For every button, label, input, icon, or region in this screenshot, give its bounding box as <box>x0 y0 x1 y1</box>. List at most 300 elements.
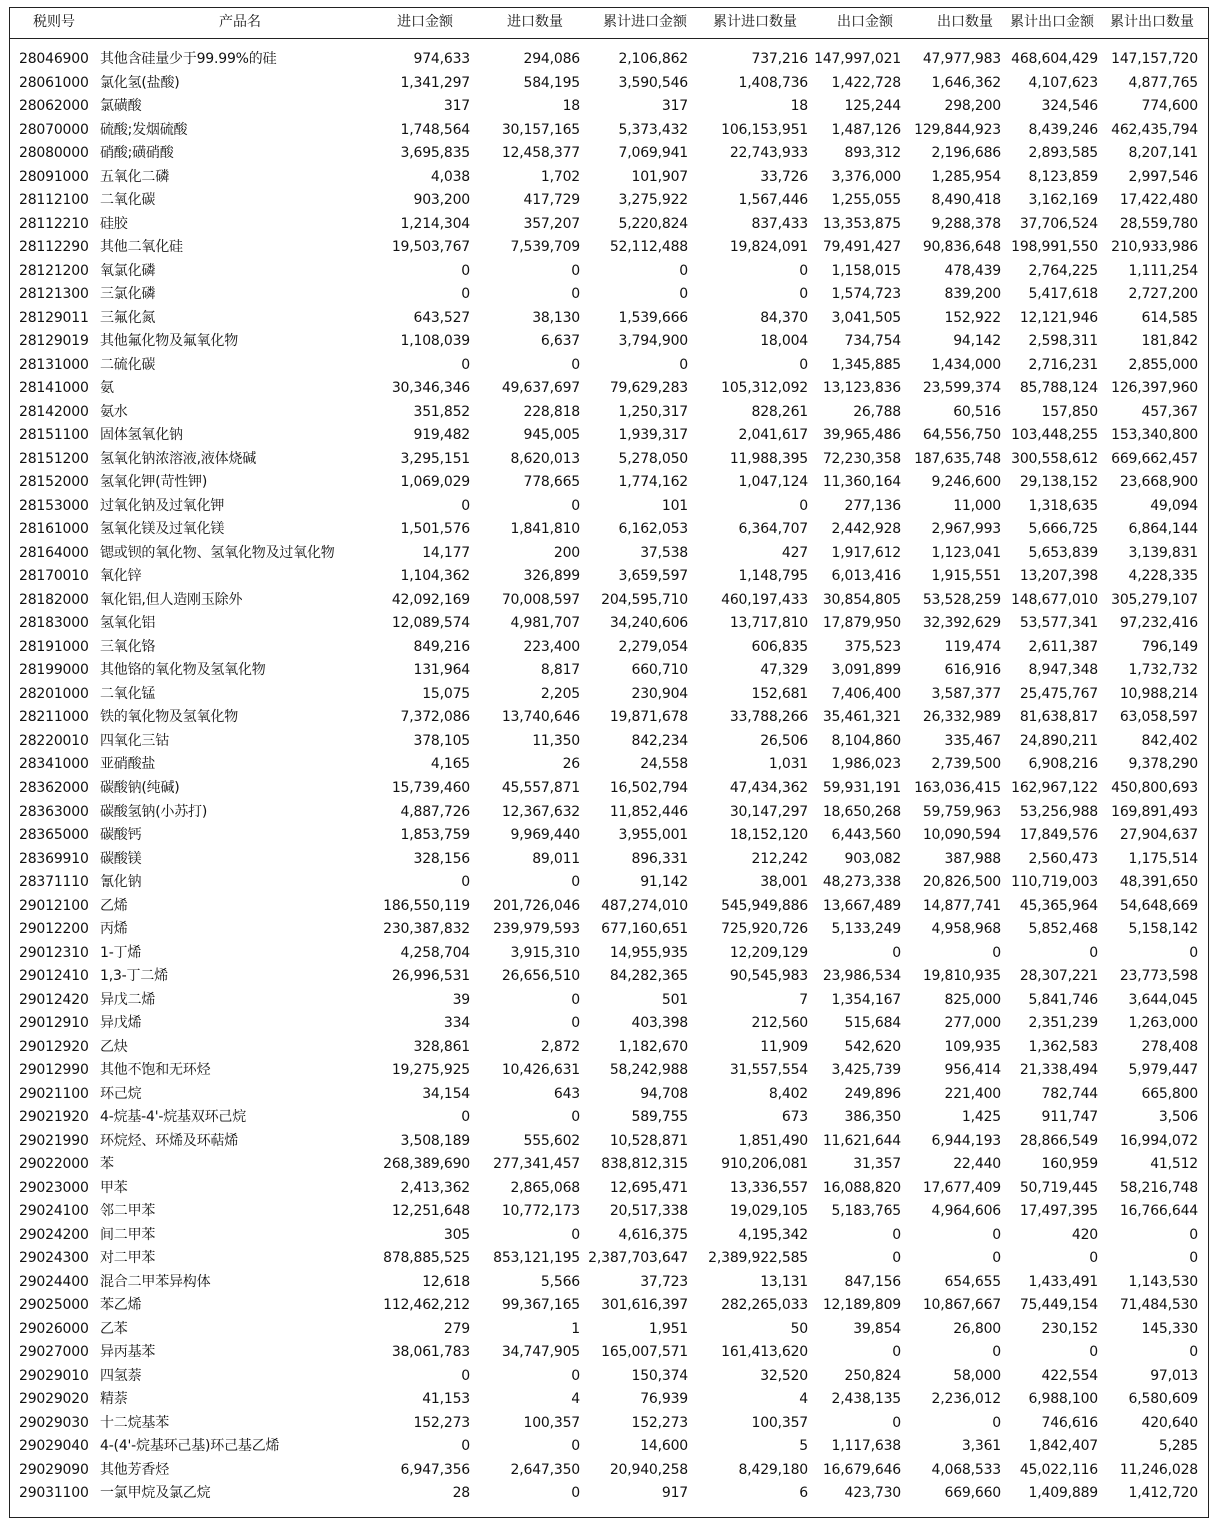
export-value-cell: 11,360,164 <box>822 474 901 491</box>
cum-import-value-cell: 6,162,053 <box>618 521 688 538</box>
tariff-code-cell: 29029010 <box>19 1367 89 1384</box>
product-name-cell: 乙烯 <box>100 897 128 914</box>
export-value-cell: 3,041,505 <box>831 309 901 326</box>
product-name-cell: 乙炔 <box>100 1038 128 1055</box>
cum-export-value-cell: 29,138,152 <box>1019 474 1098 491</box>
import-value-cell: 279 <box>443 1320 470 1337</box>
cum-import-qty-cell: 13,131 <box>760 1273 808 1290</box>
import-value-cell: 0 <box>461 1438 470 1455</box>
import-value-cell: 0 <box>461 356 470 373</box>
export-value-cell: 423,730 <box>844 1485 901 1502</box>
export-value-cell: 0 <box>892 1344 901 1361</box>
import-qty-cell: 778,665 <box>523 474 580 491</box>
export-qty-cell: 1,915,551 <box>931 568 1001 585</box>
cum-import-value-cell: 2,387,703,647 <box>588 1250 688 1267</box>
product-name-cell: 三氟化氮 <box>100 309 156 326</box>
cum-import-qty-cell: 212,560 <box>751 1015 808 1032</box>
cum-export-qty-cell: 1,111,254 <box>1128 262 1198 279</box>
cum-import-qty-cell: 460,197,433 <box>721 591 808 608</box>
cum-export-value-cell: 81,638,817 <box>1019 709 1098 726</box>
product-name-cell: 苯 <box>100 1156 114 1173</box>
export-value-cell: 39,854 <box>853 1320 901 1337</box>
table-row <box>10 1482 1208 1506</box>
cum-export-value-cell: 45,365,964 <box>1019 897 1098 914</box>
cum-import-qty-cell: 0 <box>799 262 808 279</box>
cum-export-value-cell: 0 <box>1089 1250 1098 1267</box>
import-value-cell: 112,462,212 <box>383 1297 470 1314</box>
cum-export-qty-cell: 23,773,598 <box>1119 968 1198 985</box>
export-value-cell: 0 <box>892 1414 901 1431</box>
cum-import-value-cell: 14,600 <box>640 1438 688 1455</box>
cum-import-qty-cell: 19,824,091 <box>729 239 808 256</box>
product-name-cell: 其他铬的氧化物及氢氧化物 <box>100 662 266 679</box>
table-row <box>10 48 1208 72</box>
import-value-cell: 1,214,304 <box>400 215 470 232</box>
tariff-code-cell: 28170010 <box>19 568 89 585</box>
cum-import-value-cell: 14,955,935 <box>609 944 688 961</box>
import-qty-cell: 30,157,165 <box>501 121 580 138</box>
export-qty-cell: 53,528,259 <box>922 591 1001 608</box>
table-row <box>10 918 1208 942</box>
cum-import-qty-cell: 13,717,810 <box>729 615 808 632</box>
export-qty-cell: 669,660 <box>944 1485 1001 1502</box>
tariff-code-cell: 28201000 <box>19 685 89 702</box>
import-value-cell: 39 <box>452 991 470 1008</box>
product-name-cell: 四氢萘 <box>100 1367 142 1384</box>
export-value-cell: 30,854,805 <box>822 591 901 608</box>
cum-import-qty-cell: 33,788,266 <box>729 709 808 726</box>
table-row <box>10 471 1208 495</box>
cum-import-value-cell: 150,374 <box>631 1367 688 1384</box>
table-row <box>10 354 1208 378</box>
export-qty-cell: 616,916 <box>944 662 1001 679</box>
import-value-cell: 28 <box>452 1485 470 1502</box>
cum-import-value-cell: 5,278,050 <box>618 450 688 467</box>
table-row <box>10 72 1208 96</box>
tariff-code-cell: 28112100 <box>19 192 89 209</box>
cum-export-value-cell: 8,123,859 <box>1028 168 1098 185</box>
export-value-cell: 23,986,534 <box>822 968 901 985</box>
import-value-cell: 328,156 <box>413 850 470 867</box>
table-row <box>10 612 1208 636</box>
cum-export-qty-cell: 41,512 <box>1150 1156 1198 1173</box>
export-value-cell: 16,679,646 <box>822 1461 901 1478</box>
cum-import-qty-cell: 1,148,795 <box>738 568 808 585</box>
cum-import-qty-cell: 161,413,620 <box>721 1344 808 1361</box>
export-qty-cell: 32,392,629 <box>922 615 1001 632</box>
cum-import-value-cell: 589,755 <box>631 1109 688 1126</box>
export-value-cell: 0 <box>892 944 901 961</box>
table-row <box>10 119 1208 143</box>
tariff-code-cell: 29026000 <box>19 1320 89 1337</box>
import-qty-cell: 10,426,631 <box>501 1062 580 1079</box>
tariff-code-cell: 29029090 <box>19 1461 89 1478</box>
cum-import-qty-cell: 4,195,342 <box>738 1226 808 1243</box>
product-name-cell: 碳酸氢钠(小苏打) <box>100 803 208 820</box>
export-value-cell: 18,650,268 <box>822 803 901 820</box>
product-name-cell: 氨 <box>100 380 114 397</box>
cum-import-value-cell: 1,250,317 <box>618 403 688 420</box>
table-row <box>10 1012 1208 1036</box>
cum-import-value-cell: 2,279,054 <box>618 638 688 655</box>
export-qty-cell: 825,000 <box>944 991 1001 1008</box>
table-row <box>10 777 1208 801</box>
export-qty-cell: 90,836,648 <box>922 239 1001 256</box>
import-qty-cell: 7,539,709 <box>510 239 580 256</box>
export-qty-cell: 59,759,963 <box>922 803 1001 820</box>
import-qty-cell: 200 <box>553 544 580 561</box>
cum-import-value-cell: 1,539,666 <box>618 309 688 326</box>
tariff-code-cell: 28151100 <box>19 427 89 444</box>
cum-export-value-cell: 25,475,767 <box>1019 685 1098 702</box>
product-name-cell: 三氯化磷 <box>100 286 156 303</box>
tariff-code-cell: 28369910 <box>19 850 89 867</box>
cum-import-value-cell: 1,939,317 <box>618 427 688 444</box>
import-qty-cell: 2,647,350 <box>510 1461 580 1478</box>
cum-export-qty-cell: 147,157,720 <box>1111 51 1198 67</box>
export-value-cell: 147,997,021 <box>814 51 901 67</box>
cum-import-value-cell: 204,595,710 <box>601 591 688 608</box>
import-qty-cell: 4,981,707 <box>510 615 580 632</box>
export-qty-cell: 1,285,954 <box>931 168 1001 185</box>
cum-import-value-cell: 487,274,010 <box>601 897 688 914</box>
tariff-code-cell: 28046900 <box>19 51 89 67</box>
export-qty-cell: 129,844,923 <box>914 121 1001 138</box>
export-qty-cell: 221,400 <box>944 1085 1001 1102</box>
cum-export-value-cell: 420 <box>1071 1226 1098 1243</box>
cum-import-value-cell: 0 <box>679 262 688 279</box>
cum-export-qty-cell: 665,800 <box>1141 1085 1198 1102</box>
export-value-cell: 1,487,126 <box>831 121 901 138</box>
cum-export-value-cell: 17,497,395 <box>1019 1203 1098 1220</box>
cum-import-qty-cell: 4 <box>799 1391 808 1408</box>
import-value-cell: 1,104,362 <box>400 568 470 585</box>
cum-export-qty-cell: 181,842 <box>1141 333 1198 350</box>
export-qty-cell: 1,425 <box>961 1109 1001 1126</box>
export-value-cell: 0 <box>892 1250 901 1267</box>
product-name-cell: 其他氟化物及氟氧化物 <box>100 333 238 350</box>
cum-export-qty-cell: 3,644,045 <box>1128 991 1198 1008</box>
import-qty-cell: 26 <box>562 756 580 773</box>
product-name-cell: 氢氧化钾(苛性钾) <box>100 474 208 491</box>
cum-import-qty-cell: 31,557,554 <box>729 1062 808 1079</box>
export-value-cell: 1,158,015 <box>831 262 901 279</box>
export-qty-cell: 109,935 <box>944 1038 1001 1055</box>
product-name-cell: 1,3-丁二烯 <box>100 968 168 985</box>
product-name-cell: 碳酸钠(纯碱) <box>100 779 180 796</box>
cum-import-value-cell: 842,234 <box>631 732 688 749</box>
export-value-cell: 5,183,765 <box>831 1203 901 1220</box>
export-value-cell: 249,896 <box>844 1085 901 1102</box>
tariff-code-cell: 29021990 <box>19 1132 89 1149</box>
export-value-cell: 72,230,358 <box>822 450 901 467</box>
table-row <box>10 683 1208 707</box>
export-qty-cell: 2,967,993 <box>931 521 1001 538</box>
export-value-cell: 12,189,809 <box>822 1297 901 1314</box>
product-name-cell: 其他二氧化硅 <box>100 239 183 256</box>
export-qty-cell: 17,677,409 <box>922 1179 1001 1196</box>
tariff-code-cell: 29025000 <box>19 1297 89 1314</box>
table-row <box>10 589 1208 613</box>
table-row <box>10 1083 1208 1107</box>
cum-import-value-cell: 2,106,862 <box>618 51 688 67</box>
tariff-code-cell: 28182000 <box>19 591 89 608</box>
product-name-cell: 氢氧化钠浓溶液,液体烧碱 <box>100 450 257 467</box>
product-name-cell: 氯磺酸 <box>100 98 142 115</box>
import-qty-cell: 0 <box>571 262 580 279</box>
cum-import-qty-cell: 8,429,180 <box>738 1461 808 1478</box>
import-value-cell: 38,061,783 <box>391 1344 470 1361</box>
tariff-code-cell: 29012200 <box>19 921 89 938</box>
product-name-cell: 精萘 <box>100 1391 128 1408</box>
tariff-code-cell: 28062000 <box>19 98 89 115</box>
tariff-code-cell: 28341000 <box>19 756 89 773</box>
cum-import-qty-cell: 837,433 <box>751 215 808 232</box>
tariff-code-cell: 29021920 <box>19 1109 89 1126</box>
export-value-cell: 903,082 <box>844 850 901 867</box>
import-qty-cell: 99,367,165 <box>501 1297 580 1314</box>
cum-import-value-cell: 317 <box>661 98 688 115</box>
product-name-cell: 氢氧化镁及过氧化镁 <box>100 521 225 538</box>
import-value-cell: 317 <box>443 98 470 115</box>
cum-export-qty-cell: 1,263,000 <box>1128 1015 1198 1032</box>
product-name-cell: 氰化钠 <box>100 874 142 891</box>
cum-export-qty-cell: 420,640 <box>1141 1414 1198 1431</box>
cum-import-value-cell: 101 <box>661 497 688 514</box>
export-value-cell: 1,345,885 <box>831 356 901 373</box>
export-value-cell: 79,491,427 <box>822 239 901 256</box>
cum-export-value-cell: 2,351,239 <box>1028 1015 1098 1032</box>
tariff-code-cell: 28164000 <box>19 544 89 561</box>
import-qty-cell: 8,817 <box>540 662 580 679</box>
cum-import-value-cell: 5,220,824 <box>618 215 688 232</box>
table-row <box>10 307 1208 331</box>
tariff-code-cell: 28371110 <box>19 874 89 891</box>
cum-import-value-cell: 79,629,283 <box>609 380 688 397</box>
product-name-cell: 异戊二烯 <box>100 991 156 1008</box>
import-value-cell: 3,295,151 <box>400 450 470 467</box>
export-value-cell: 59,931,191 <box>822 779 901 796</box>
export-qty-cell: 9,288,378 <box>931 215 1001 232</box>
cum-import-value-cell: 501 <box>661 991 688 1008</box>
cum-import-qty-cell: 1,408,736 <box>738 74 808 91</box>
cum-export-qty-cell: 450,800,693 <box>1111 779 1198 796</box>
cum-export-qty-cell: 145,330 <box>1141 1320 1198 1337</box>
import-value-cell: 0 <box>461 1109 470 1126</box>
cum-export-qty-cell: 6,580,609 <box>1128 1391 1198 1408</box>
export-qty-cell: 2,196,686 <box>931 145 1001 162</box>
table-row <box>10 236 1208 260</box>
cum-export-value-cell: 160,959 <box>1041 1156 1098 1173</box>
export-value-cell: 893,312 <box>844 145 901 162</box>
import-value-cell: 42,092,169 <box>391 591 470 608</box>
tariff-code-cell: 29012100 <box>19 897 89 914</box>
product-name-cell: 碳酸镁 <box>100 850 142 867</box>
cum-import-qty-cell: 26,506 <box>760 732 808 749</box>
cum-import-value-cell: 7,069,941 <box>618 145 688 162</box>
export-value-cell: 847,156 <box>844 1273 901 1290</box>
cum-export-value-cell: 1,409,889 <box>1028 1485 1098 1502</box>
export-qty-cell: 654,655 <box>944 1273 1001 1290</box>
cum-import-qty-cell: 828,261 <box>751 403 808 420</box>
cum-import-qty-cell: 5 <box>799 1438 808 1455</box>
header-cell: 进口金额 <box>397 14 453 30</box>
export-value-cell: 13,667,489 <box>822 897 901 914</box>
cum-export-qty-cell: 5,158,142 <box>1128 921 1198 938</box>
cum-export-qty-cell: 278,408 <box>1141 1038 1198 1055</box>
export-value-cell: 1,354,167 <box>831 991 901 1008</box>
import-qty-cell: 1,841,810 <box>510 521 580 538</box>
table-row <box>10 659 1208 683</box>
cum-import-value-cell: 165,007,571 <box>601 1344 688 1361</box>
export-value-cell: 386,350 <box>844 1109 901 1126</box>
import-value-cell: 19,275,925 <box>391 1062 470 1079</box>
cum-export-value-cell: 50,719,445 <box>1019 1179 1098 1196</box>
cum-export-value-cell: 6,908,216 <box>1028 756 1098 773</box>
import-qty-cell: 0 <box>571 286 580 303</box>
import-qty-cell: 853,121,195 <box>493 1250 580 1267</box>
cum-import-value-cell: 34,240,606 <box>609 615 688 632</box>
export-qty-cell: 2,739,500 <box>931 756 1001 773</box>
cum-export-value-cell: 75,449,154 <box>1019 1297 1098 1314</box>
table-row <box>10 1365 1208 1389</box>
export-qty-cell: 1,434,000 <box>931 356 1001 373</box>
import-value-cell: 15,075 <box>422 685 470 702</box>
export-qty-cell: 9,246,600 <box>931 474 1001 491</box>
table-row <box>10 989 1208 1013</box>
cum-import-qty-cell: 0 <box>799 286 808 303</box>
cum-export-qty-cell: 1,143,530 <box>1128 1273 1198 1290</box>
cum-export-value-cell: 45,022,116 <box>1019 1461 1098 1478</box>
cum-import-value-cell: 94,708 <box>640 1085 688 1102</box>
cum-export-qty-cell: 5,979,447 <box>1128 1062 1198 1079</box>
export-value-cell: 5,133,249 <box>831 921 901 938</box>
cum-export-value-cell: 1,842,407 <box>1028 1438 1098 1455</box>
product-name-cell: 五氧化二磷 <box>100 168 169 185</box>
cum-export-value-cell: 6,988,100 <box>1028 1391 1098 1408</box>
cum-import-value-cell: 37,723 <box>640 1273 688 1290</box>
tariff-code-cell: 29012410 <box>19 968 89 985</box>
cum-import-value-cell: 58,242,988 <box>609 1062 688 1079</box>
tariff-code-cell: 29029020 <box>19 1391 89 1408</box>
cum-export-value-cell: 2,598,311 <box>1028 333 1098 350</box>
cum-export-qty-cell: 842,402 <box>1141 732 1198 749</box>
tariff-code-cell: 29022000 <box>19 1156 89 1173</box>
cum-export-qty-cell: 0 <box>1189 944 1198 961</box>
import-qty-cell: 0 <box>571 1485 580 1502</box>
table-row <box>10 283 1208 307</box>
cum-import-value-cell: 152,273 <box>631 1414 688 1431</box>
export-qty-cell: 0 <box>992 1414 1001 1431</box>
export-value-cell: 1,255,055 <box>831 192 901 209</box>
cum-export-qty-cell: 23,668,900 <box>1119 474 1198 491</box>
table-row <box>10 1435 1208 1459</box>
table-row <box>10 1459 1208 1483</box>
export-value-cell: 11,621,644 <box>822 1132 901 1149</box>
import-qty-cell: 0 <box>571 497 580 514</box>
cum-import-qty-cell: 2,389,922,585 <box>708 1250 808 1267</box>
cum-export-qty-cell: 462,435,794 <box>1111 121 1198 138</box>
cum-export-qty-cell: 305,279,107 <box>1111 591 1198 608</box>
table-row <box>10 95 1208 119</box>
cum-export-value-cell: 5,841,746 <box>1028 991 1098 1008</box>
import-qty-cell: 3,915,310 <box>510 944 580 961</box>
export-qty-cell: 0 <box>992 1250 1001 1267</box>
cum-import-value-cell: 917 <box>661 1485 688 1502</box>
cum-import-qty-cell: 47,329 <box>760 662 808 679</box>
export-value-cell: 3,425,739 <box>831 1062 901 1079</box>
cum-export-value-cell: 17,849,576 <box>1019 827 1098 844</box>
cum-export-qty-cell: 63,058,597 <box>1119 709 1198 726</box>
cum-export-value-cell: 28,307,221 <box>1019 968 1098 985</box>
import-qty-cell: 643 <box>553 1085 580 1102</box>
export-qty-cell: 11,000 <box>953 497 1001 514</box>
cum-import-value-cell: 12,695,471 <box>609 1179 688 1196</box>
product-name-cell: 4-烷基-4'-烷基双环己烷 <box>100 1109 247 1126</box>
export-value-cell: 26,788 <box>853 403 901 420</box>
cum-import-value-cell: 19,871,678 <box>609 709 688 726</box>
cum-export-qty-cell: 0 <box>1189 1250 1198 1267</box>
cum-import-qty-cell: 737,216 <box>751 51 808 67</box>
cum-export-value-cell: 13,207,398 <box>1019 568 1098 585</box>
cum-import-qty-cell: 84,370 <box>760 309 808 326</box>
cum-import-qty-cell: 910,206,081 <box>721 1156 808 1173</box>
import-value-cell: 131,964 <box>413 662 470 679</box>
import-value-cell: 30,346,346 <box>391 380 470 397</box>
import-value-cell: 12,089,574 <box>391 615 470 632</box>
product-name-cell: 环己烷 <box>100 1085 142 1102</box>
cum-export-value-cell: 162,967,122 <box>1011 779 1098 796</box>
cum-export-value-cell: 0 <box>1089 944 1098 961</box>
table-row <box>10 495 1208 519</box>
table-row <box>10 730 1208 754</box>
table-row <box>10 424 1208 448</box>
product-name-cell: 三氧化铬 <box>100 638 156 655</box>
export-qty-cell: 3,361 <box>961 1438 1001 1455</box>
export-value-cell: 1,917,612 <box>831 544 901 561</box>
cum-import-qty-cell: 50 <box>790 1320 808 1337</box>
import-value-cell: 12,618 <box>422 1273 470 1290</box>
cum-import-value-cell: 3,590,546 <box>618 74 688 91</box>
export-qty-cell: 4,964,606 <box>931 1203 1001 1220</box>
export-qty-cell: 3,587,377 <box>931 685 1001 702</box>
cum-import-qty-cell: 18,004 <box>760 333 808 350</box>
cum-export-qty-cell: 97,013 <box>1150 1367 1198 1384</box>
import-value-cell: 3,508,189 <box>400 1132 470 1149</box>
cum-export-value-cell: 8,947,348 <box>1028 662 1098 679</box>
import-qty-cell: 0 <box>571 1015 580 1032</box>
import-value-cell: 7,372,086 <box>400 709 470 726</box>
import-value-cell: 19,503,767 <box>391 239 470 256</box>
tariff-code-cell: 28220010 <box>19 732 89 749</box>
cum-import-qty-cell: 38,001 <box>760 874 808 891</box>
cum-export-value-cell: 5,653,839 <box>1028 544 1098 561</box>
table-row <box>10 260 1208 284</box>
export-value-cell: 31,357 <box>853 1156 901 1173</box>
product-name-cell: 混合二甲苯异构体 <box>100 1273 211 1290</box>
import-value-cell: 6,947,356 <box>400 1461 470 1478</box>
cum-import-value-cell: 677,160,651 <box>601 921 688 938</box>
tariff-code-cell: 29023000 <box>19 1179 89 1196</box>
table-row <box>10 965 1208 989</box>
export-qty-cell: 0 <box>992 944 1001 961</box>
product-name-cell: 氧化铝,但人造刚玉除外 <box>100 591 243 608</box>
tariff-code-cell: 29012310 <box>19 944 89 961</box>
export-value-cell: 8,104,860 <box>831 732 901 749</box>
table-row <box>10 1341 1208 1365</box>
cum-import-value-cell: 91,142 <box>640 874 688 891</box>
cum-export-qty-cell: 97,232,416 <box>1119 615 1198 632</box>
